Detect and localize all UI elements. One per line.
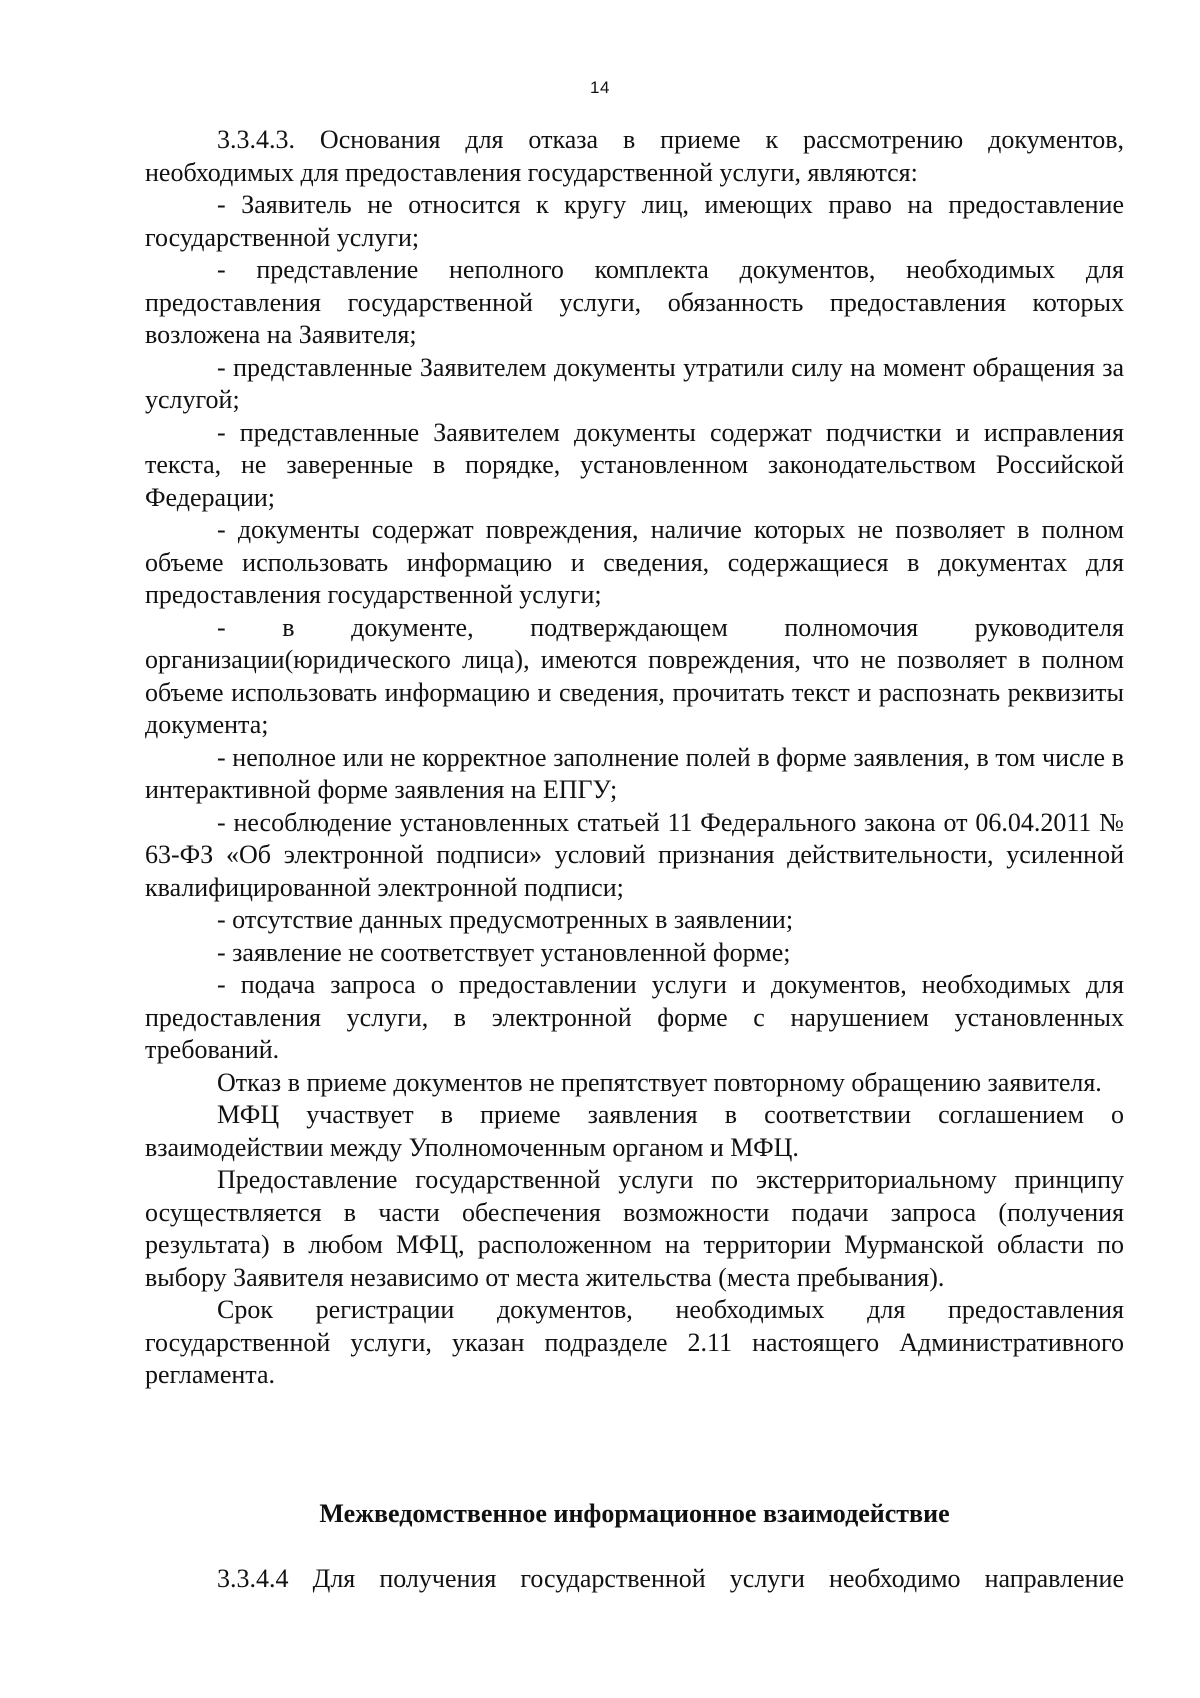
- paragraph-list-item: - документы содержат повреждения, наличие которых не позволяет в полном объеме использовать информацию и сведения, содержащиеся в документах для предоставления государственной услуги;: [145, 515, 1124, 609]
- document-body: [145, 124, 1124, 1392]
- section-heading: Межведомственное информационное взаимодействие: [319, 1499, 950, 1528]
- paragraph-list-item: - представление неполного комплекта документов, необходимых для предоставления государственной услуги, обязанность предоставления которых возложена на Заявителя;: [145, 255, 1124, 349]
- paragraph-list-item: - заявление не соответствует установленной форме;: [217, 937, 791, 967]
- paragraph-list-item: - представленные Заявителем документы содержат подчистки и исправления текста, не заверенные в порядке, установленном законодательством Российской Федерации;: [145, 417, 1124, 512]
- paragraph-mfc: МФЦ участвует в приеме заявления в соответствии соглашением о взаимодействии между Уполномоченным органом и МФЦ.: [145, 1100, 1124, 1162]
- paragraph-refusal-note: Отказ в приеме документов не препятствует повторному обращению заявителя.: [217, 1067, 1102, 1097]
- paragraph-list-item: - Заявитель не относится к кругу лиц, имеющих право на предоставление государственной услуги;: [145, 190, 1124, 252]
- paragraph-3-3-4-4: 3.3.4.4 Для получения государственной услуги необходимо направление: [217, 1564, 1124, 1593]
- paragraph-list-item: - в документе, подтверждающем полномочия руководителя организации(юридического лица), имеются повреждения, что не позволяет в полном объеме использовать информацию и сведения, прочитать текст и распознать реквизиты документа;: [145, 612, 1124, 739]
- paragraph-list-item: - подача запроса о предоставлении услуги и документов, необходимых для предоставления услуги, в электронной форме с нарушением установленных требований.: [145, 970, 1124, 1064]
- page-number: 14: [590, 78, 610, 97]
- paragraph-list-item: - неполное или не корректное заполнение полей в форме заявления, в том числе в интерактивной форме заявления на ЕПГУ;: [145, 742, 1124, 804]
- paragraph-list-item: - представленные Заявителем документы утратили силу на момент обращения за услугой;: [145, 352, 1124, 414]
- paragraph-extraterritorial: Предоставление государственной услуги по экстерриториальному принципу осуществляется в части обеспечения возможности подачи запроса (получения результата) в любом МФЦ, расположенном на территории Мурманской области по выбору Заявителя независимо от места жительства (места пребывания).: [145, 1165, 1124, 1292]
- paragraph-list-item: - отсутствие данных предусмотренных в заявлении;: [217, 905, 794, 934]
- paragraph-list-item: - несоблюдение установленных статьей 11 Федерального закона от 06.04.2011 № 63-ФЗ «Об электронной подписи» условий признания действительности, усиленной квалифицированной электронной подписи;: [145, 807, 1124, 902]
- paragraph-registration-term: Срок регистрации документов, необходимых для предоставления государственной услуги, указан подразделе 2.11 настоящего Административного регламента.: [145, 1295, 1124, 1389]
- paragraph-grounds-intro: 3.3.4.3. Основания для отказа в приеме к рассмотрению документов, необходимых для предоставления государственной услуги, являются:: [145, 125, 1124, 187]
